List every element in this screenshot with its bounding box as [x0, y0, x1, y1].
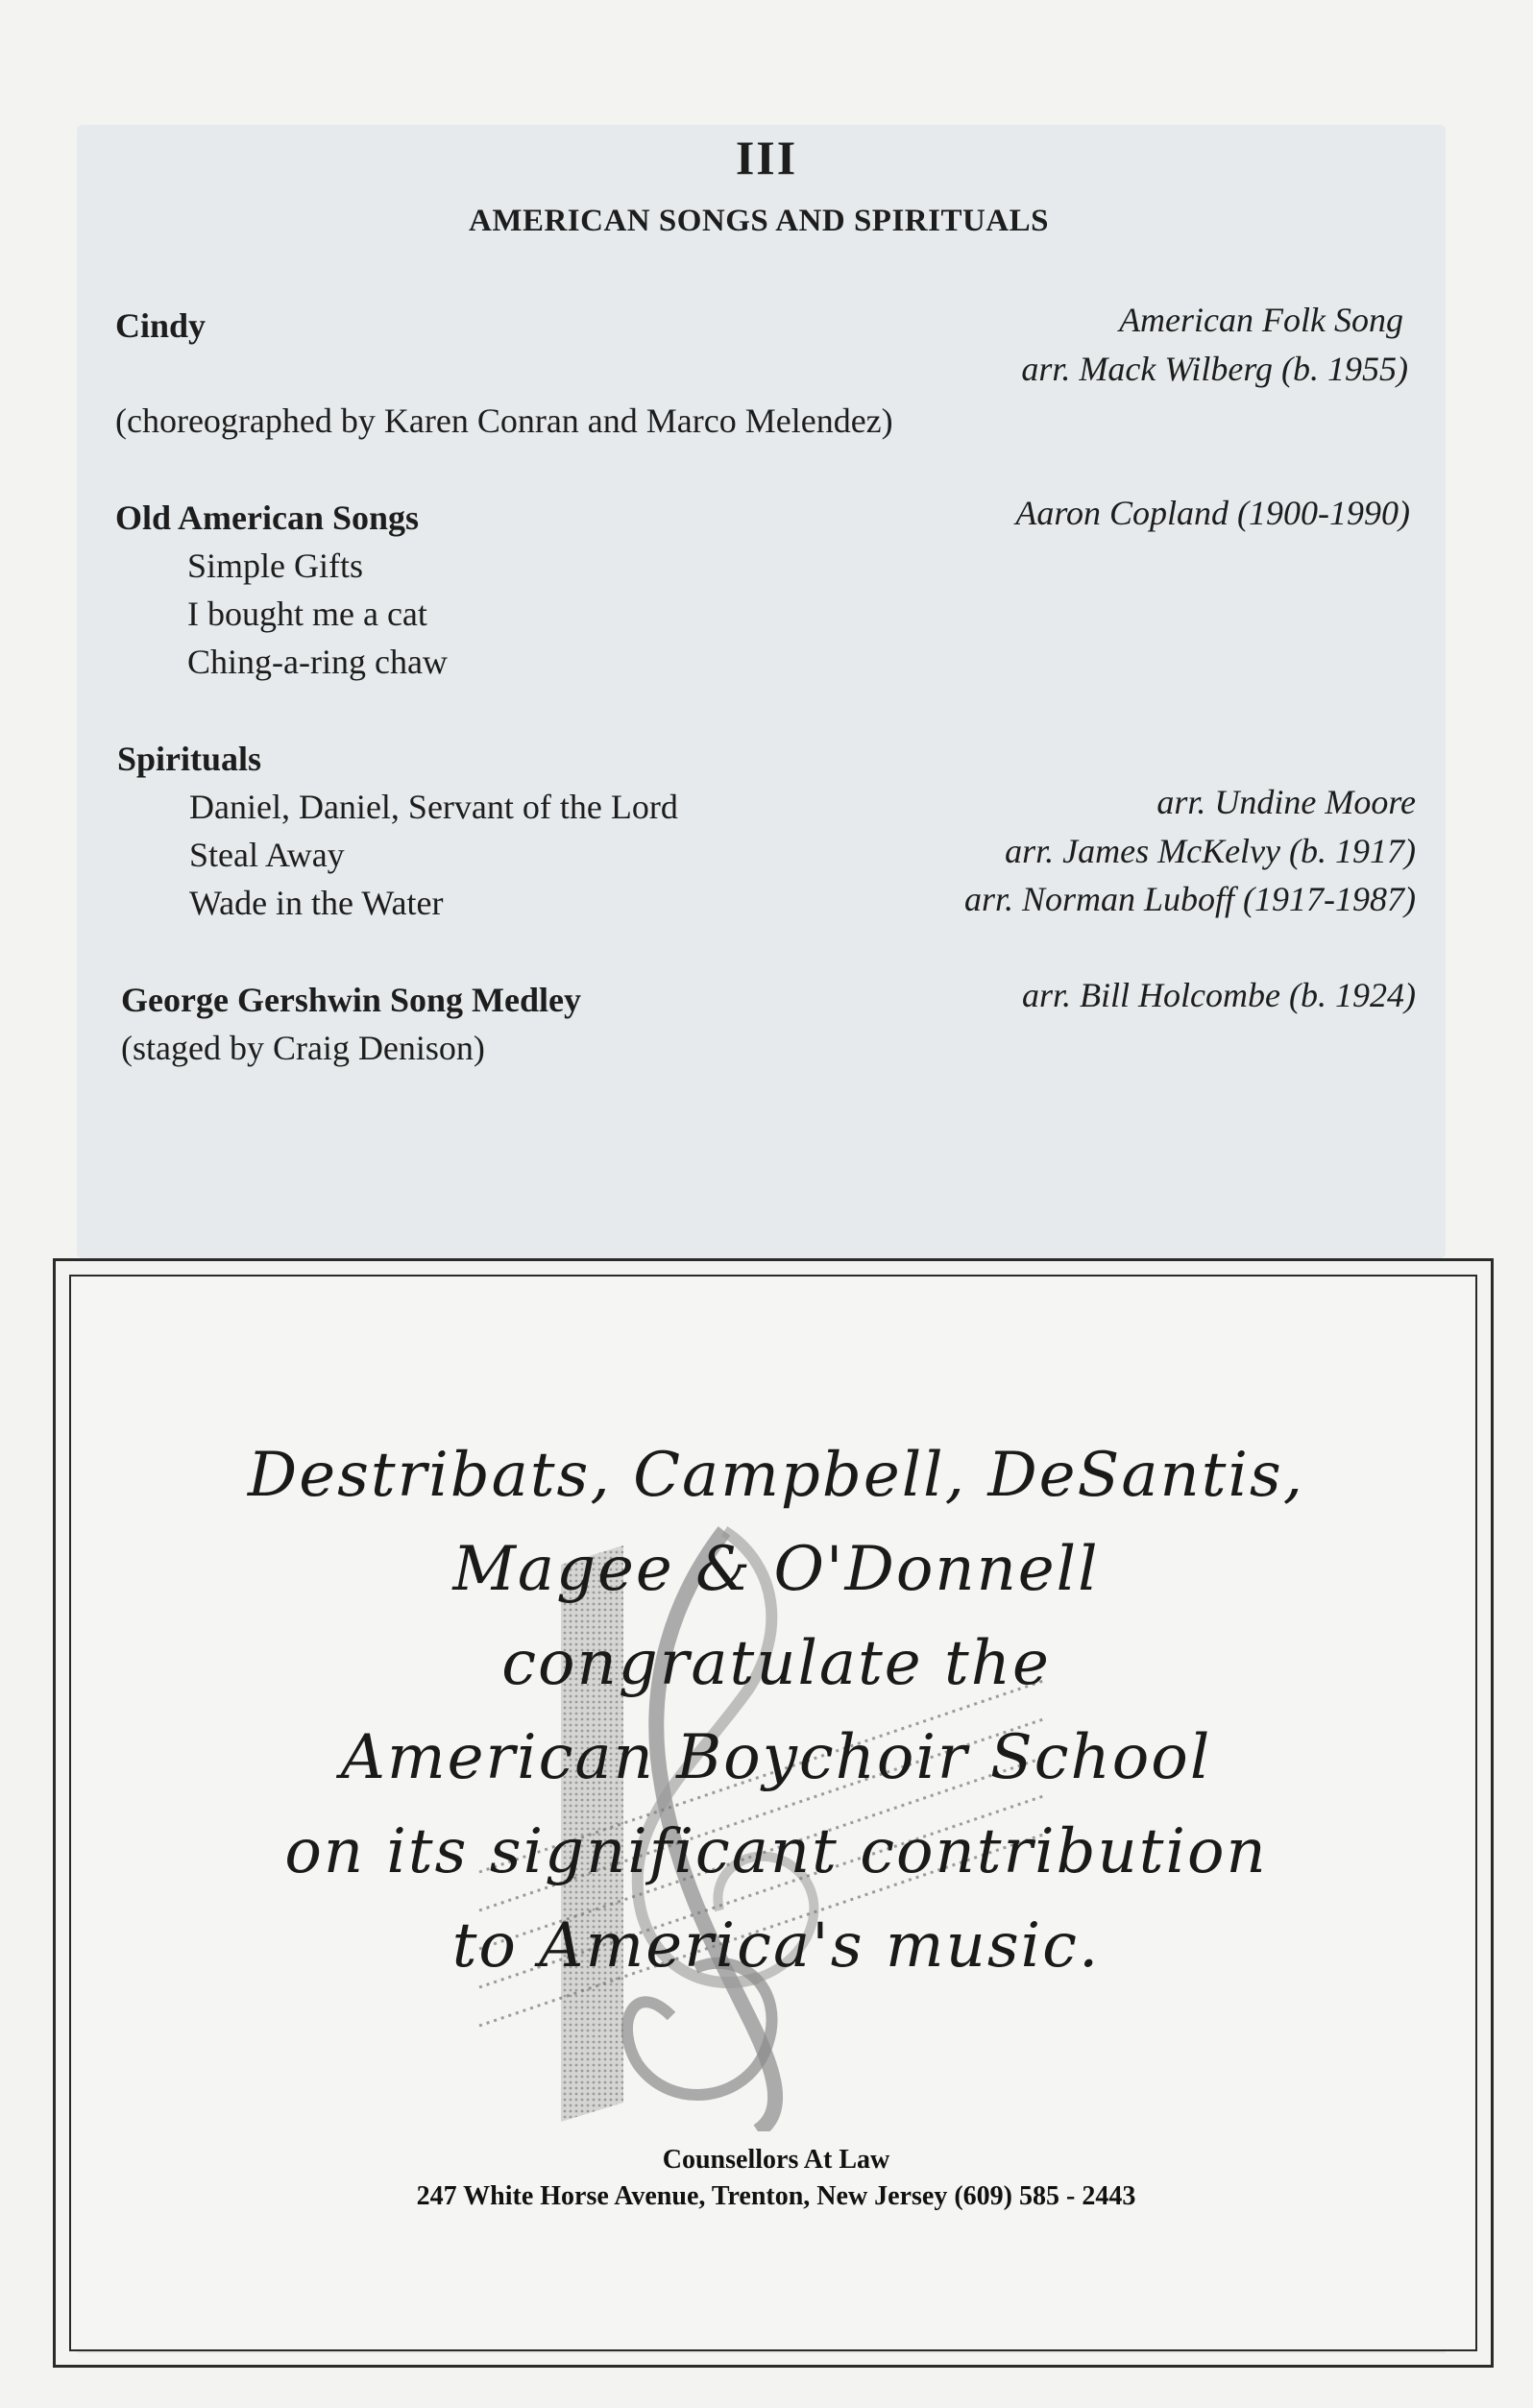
song-steal-away: Steal Away	[189, 836, 345, 874]
gershwin-title: George Gershwin Song Medley	[121, 981, 581, 1019]
song-steal-away-credit: arr. James McKelvy (b. 1917)	[1005, 832, 1416, 870]
ad-congratulate-line: congratulate the	[501, 1628, 1051, 1699]
song-daniel-daniel-credit: arr. Undine Moore	[1156, 783, 1416, 821]
advertisement-box	[53, 1258, 1494, 2368]
reverse-page-bleed-through	[77, 125, 1446, 1258]
section-numeral: III	[735, 131, 798, 184]
section-title: AMERICAN SONGS AND SPIRITUALS	[468, 204, 1050, 238]
cindy-credit-arranger: arr. Mack Wilberg (b. 1955)	[1021, 350, 1408, 388]
song-simple-gifts: Simple Gifts	[187, 547, 364, 585]
ad-contribution-line: on its significant contribution	[284, 1816, 1268, 1887]
ad-school-name-line: American Boychoir School	[340, 1722, 1212, 1793]
gershwin-note: (staged by Craig Denison)	[121, 1029, 485, 1067]
ad-music-line: to America's music.	[451, 1910, 1101, 1982]
ad-firm-names-line1: Destribats, Campbell, DeSantis,	[247, 1440, 1305, 1511]
old-american-songs-title: Old American Songs	[115, 499, 420, 537]
song-ching-a-ring-chaw: Ching-a-ring chaw	[187, 643, 448, 681]
ad-address-phone: 247 White Horse Avenue, Trenton, New Jersey (609) 585 - 2443	[416, 2181, 1136, 2211]
song-wade-in-the-water-credit: arr. Norman Luboff (1917-1987)	[963, 880, 1416, 918]
song-i-bought-me-a-cat: I bought me a cat	[187, 595, 427, 633]
spirituals-title: Spirituals	[117, 740, 262, 778]
ad-firm-names-line2: Magee & O'Donnell	[452, 1534, 1100, 1605]
song-daniel-daniel: Daniel, Daniel, Servant of the Lord	[189, 788, 678, 826]
cindy-title: Cindy	[115, 306, 207, 345]
cindy-credit-origin: American Folk Song	[1119, 301, 1403, 339]
gershwin-credit: arr. Bill Holcombe (b. 1924)	[1022, 976, 1416, 1014]
ad-firm-type: Counsellors At Law	[662, 2145, 890, 2175]
cindy-note: (choreographed by Karen Conran and Marco Melendez)	[115, 401, 893, 440]
old-american-songs-credit: Aaron Copland (1900-1990)	[1015, 494, 1410, 532]
advertisement-inner-frame	[69, 1275, 1477, 2351]
song-wade-in-the-water: Wade in the Water	[189, 884, 444, 922]
